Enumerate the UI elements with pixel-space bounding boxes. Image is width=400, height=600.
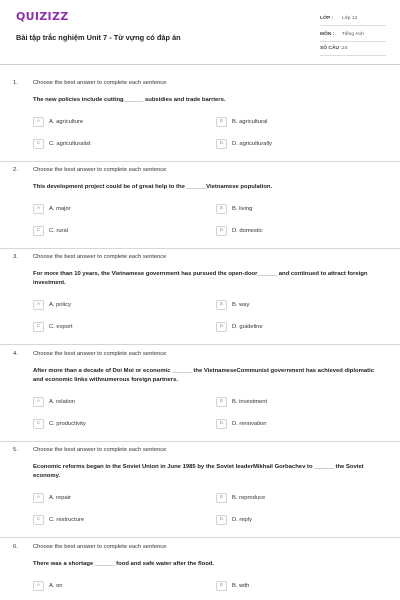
option-letter: B xyxy=(216,397,227,407)
option-text: B. way xyxy=(232,302,250,308)
option-text: A. on xyxy=(49,583,63,589)
meta-value: Lớp 12 xyxy=(342,16,358,21)
meta-row-question-count xyxy=(320,44,386,56)
option-letter: A xyxy=(33,493,44,503)
worksheet-header xyxy=(0,0,400,66)
option-letter: A xyxy=(33,581,44,591)
option-text: B. living xyxy=(232,206,253,212)
option-letter: A xyxy=(33,300,44,310)
option-letter: C xyxy=(33,322,44,332)
option-letter: B xyxy=(216,117,227,127)
option-text: A. policy xyxy=(49,302,71,308)
option-letter: B xyxy=(216,204,227,214)
option-text: C. productivity xyxy=(49,421,86,427)
meta-label: SỐ CÂU : xyxy=(320,46,343,51)
meta-row-subject xyxy=(320,30,386,42)
option-text: B. reproduce xyxy=(232,495,266,501)
worksheet-title: Bài tập trắc nghiệm Unit 7 - Từ vựng có đáp án xyxy=(16,33,181,42)
option-text: C. restructure xyxy=(49,517,85,523)
question-text: Economic reforms began in the Soviet Union in June 1985 by the Soviet leaderMikhail Gorbachev to ______ the Soviet economy. xyxy=(33,464,364,479)
option-text: A. relation xyxy=(49,399,76,405)
option-text: D. reply xyxy=(232,517,252,523)
option-text: C. export xyxy=(49,324,73,330)
option-letter: D xyxy=(216,515,227,525)
option-letter: C xyxy=(33,419,44,429)
question-text: This development project could be of great help to the ______Vietnamese population. xyxy=(33,184,273,190)
question-number: 6. xyxy=(13,544,18,550)
meta-value: Tiếng Anh xyxy=(342,32,364,37)
question-instruction: Choose the best answer to complete each sentence xyxy=(33,254,167,260)
question-number: 5. xyxy=(13,447,18,453)
option-letter: A xyxy=(33,117,44,127)
option-text: A. major xyxy=(49,206,71,212)
option-text: B. investment xyxy=(232,399,268,405)
question-divider xyxy=(0,248,400,249)
option-text: C. agriculturalist xyxy=(49,141,91,147)
question-number: 4. xyxy=(13,351,18,357)
question-divider xyxy=(0,537,400,538)
option-letter: B xyxy=(216,493,227,503)
question-instruction: Choose the best answer to complete each sentence xyxy=(33,351,167,357)
question-number: 1. xyxy=(13,80,18,86)
option-text: B. with xyxy=(232,583,250,589)
question-instruction: Choose the best answer to complete each sentence xyxy=(33,80,167,86)
option-letter: B xyxy=(216,300,227,310)
header-divider xyxy=(0,64,400,65)
question-divider xyxy=(0,441,400,442)
option-letter: B xyxy=(216,581,227,591)
option-letter: D xyxy=(216,419,227,429)
meta-label: LỚP : xyxy=(320,16,334,21)
question-instruction: Choose the best answer to complete each sentence xyxy=(33,167,167,173)
option-letter: C xyxy=(33,226,44,236)
quizizz-logo: QUIZIZZ xyxy=(16,10,69,23)
option-text: A. repair xyxy=(49,495,71,501)
option-letter: D xyxy=(216,139,227,149)
question-divider xyxy=(0,344,400,345)
option-text: D. guideline xyxy=(232,324,263,330)
question-text: After more than a decade of Doi Moi or economic ______ the VietnameseCommunist government has achieved diplomatic and economic links withnumerous foreign partners. xyxy=(33,368,374,383)
question-divider xyxy=(0,161,400,162)
option-letter: C xyxy=(33,515,44,525)
question-instruction: Choose the best answer to complete each sentence xyxy=(33,447,167,453)
meta-row-grade xyxy=(320,14,386,26)
option-text: D. domestic xyxy=(232,228,263,234)
question-text: For more than 10 years, the Vietnamese government has pursued the open-door______ and continued to attract foreign investment. xyxy=(33,271,368,286)
meta-label: MÔN : xyxy=(320,32,335,37)
question-text: There was a shortage ______ food and safe water after the flood. xyxy=(33,561,215,567)
option-text: B. agricultural xyxy=(232,119,268,125)
question-instruction: Choose the best answer to complete each sentence xyxy=(33,544,167,550)
question-text: The new policies include cutting______ subsidies and trade barriers. xyxy=(33,97,226,103)
option-letter: A xyxy=(33,397,44,407)
option-letter: D xyxy=(216,322,227,332)
option-letter: C xyxy=(33,139,44,149)
question-number: 3. xyxy=(13,254,18,260)
question-number: 2. xyxy=(13,167,18,173)
option-letter: A xyxy=(33,204,44,214)
option-text: A. agriculture xyxy=(49,119,84,125)
meta-value: 24 xyxy=(342,46,348,51)
option-text: D. renovation xyxy=(232,421,267,427)
option-text: C. rural xyxy=(49,228,69,234)
option-text: D. agriculturally xyxy=(232,141,272,147)
option-letter: D xyxy=(216,226,227,236)
